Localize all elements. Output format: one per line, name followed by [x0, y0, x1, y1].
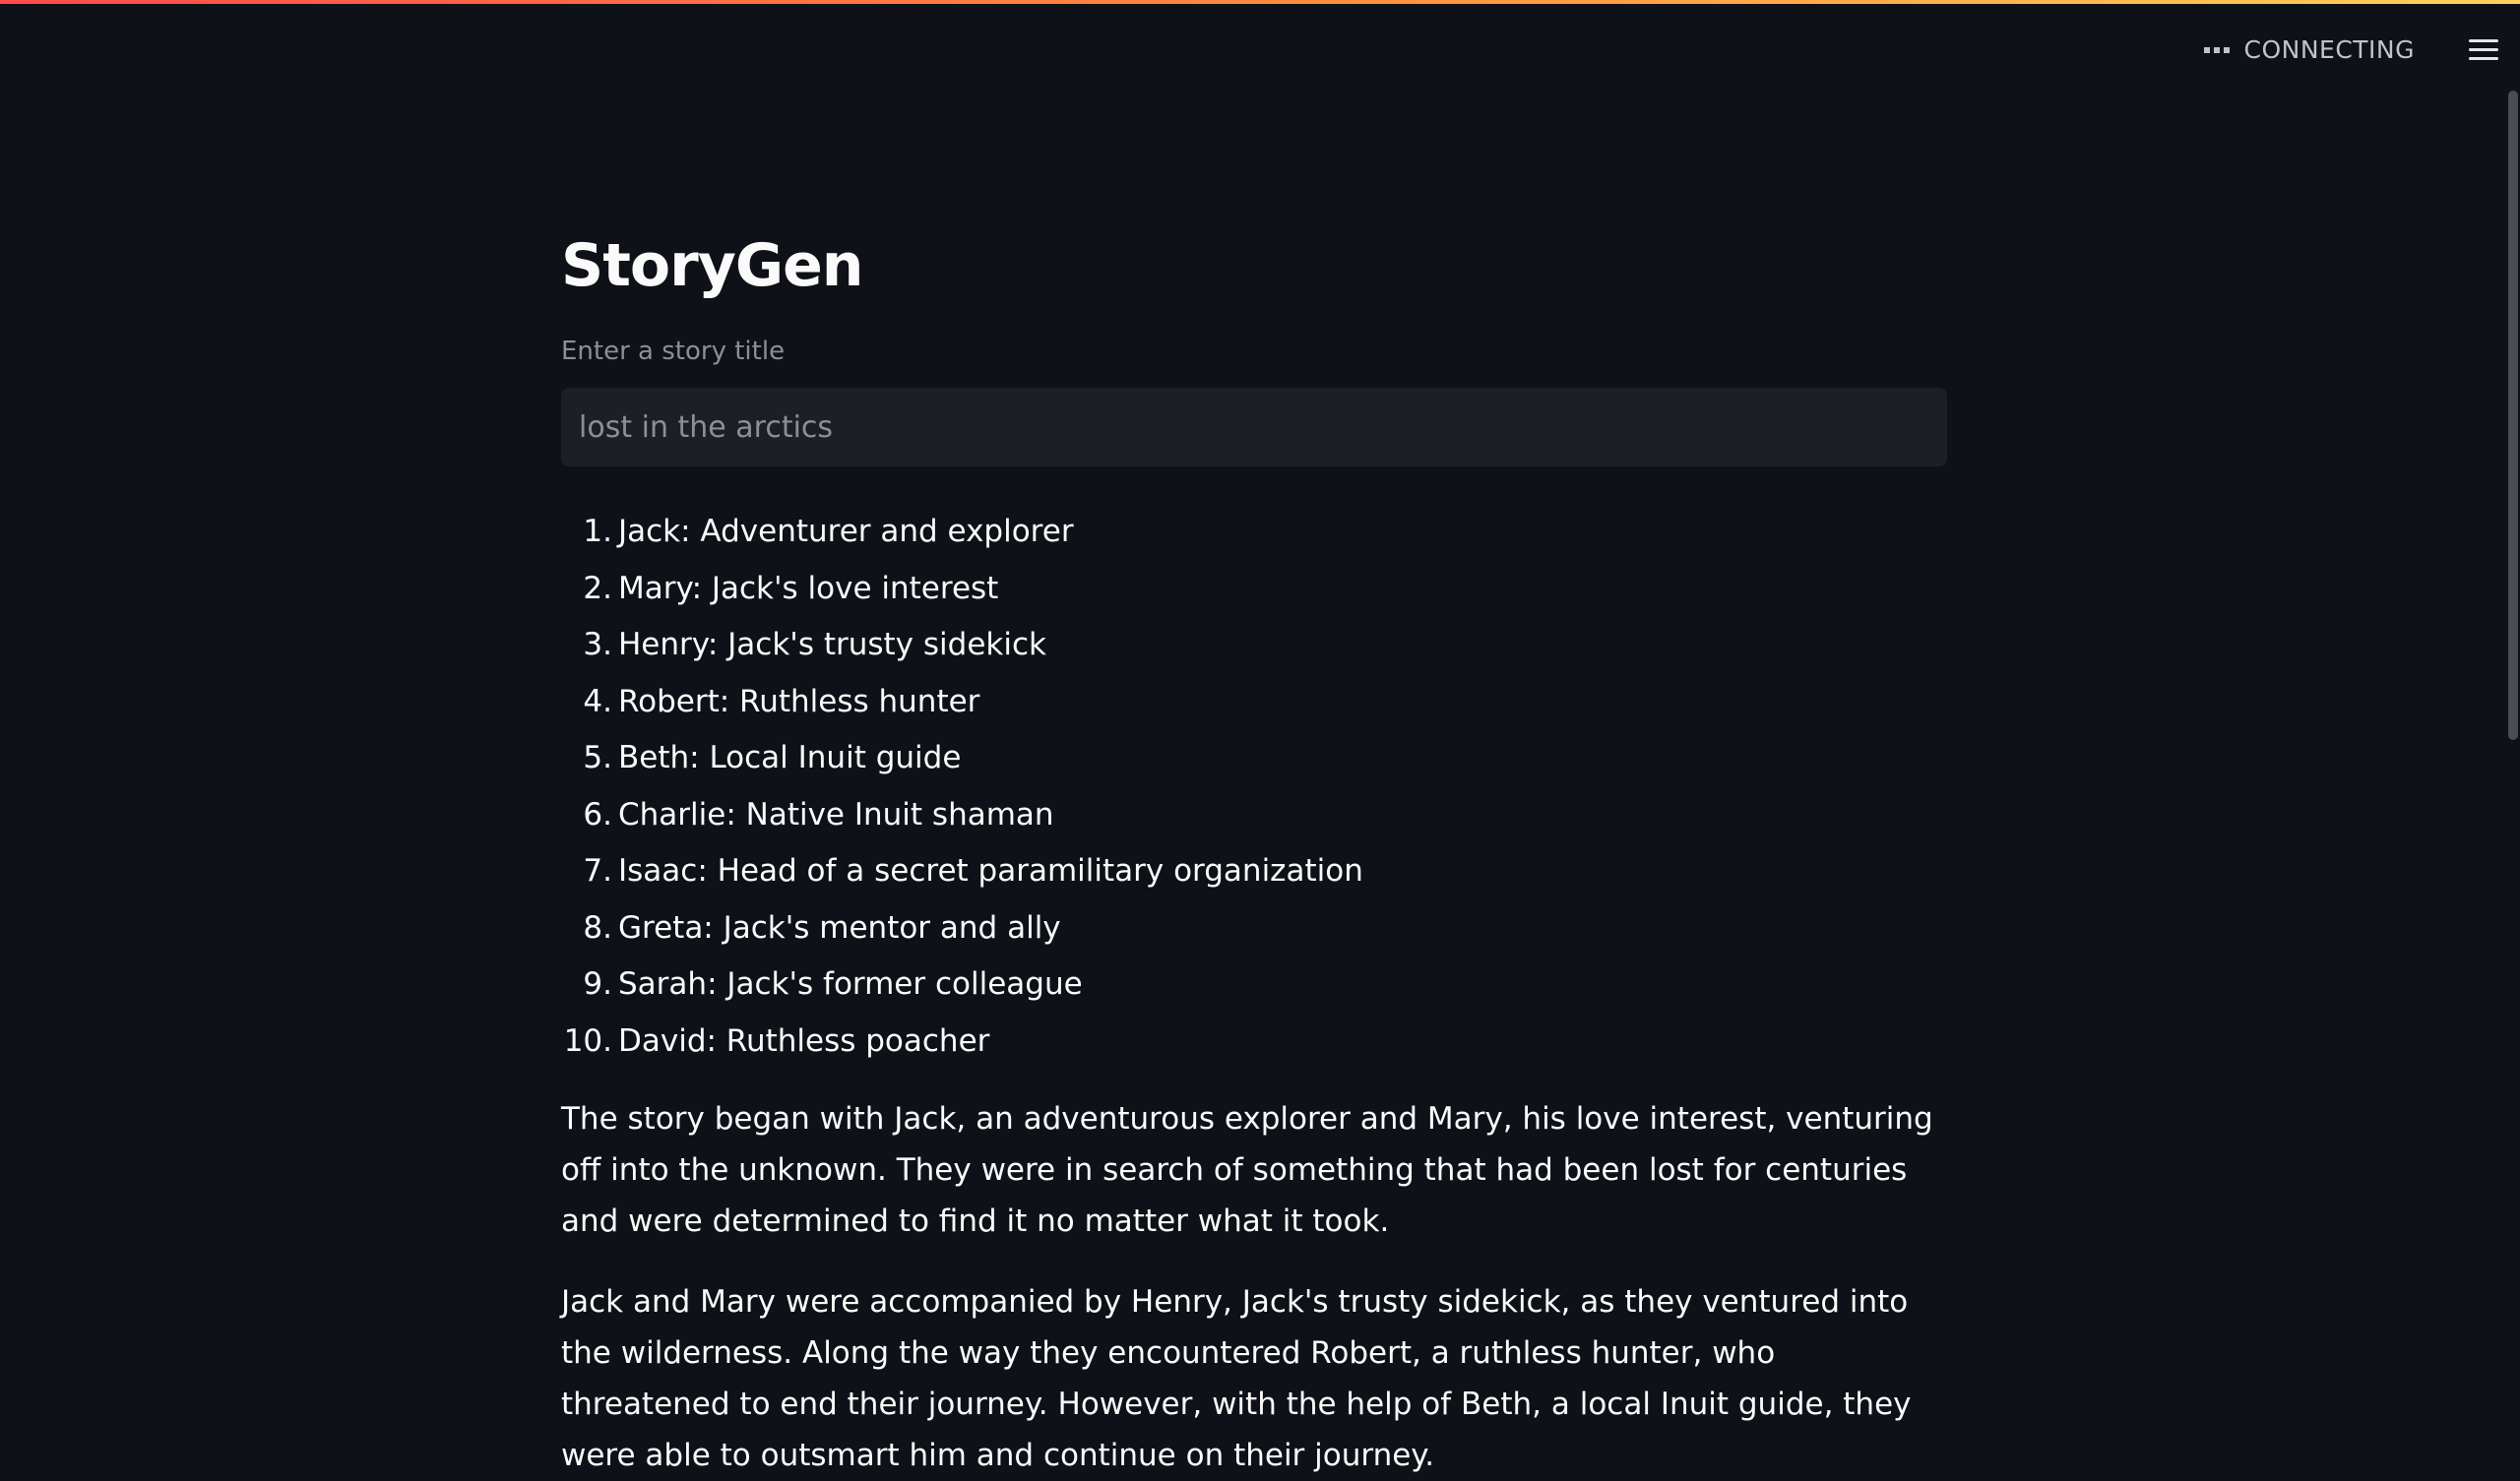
main-menu-button[interactable]: [2469, 33, 2500, 65]
story-title-label: Enter a story title: [561, 337, 786, 366]
list-item: 1. Jack: Adventurer and explorer: [583, 514, 1074, 549]
connection-status: [2204, 35, 2415, 64]
page-title: StoryGen: [561, 231, 863, 300]
list-item: 8. Greta: Jack's mentor and ally: [583, 909, 1061, 946]
list-item: 2. Mary: Jack's love interest: [583, 570, 999, 606]
list-item: 3. Henry: Jack's trusty sidekick: [583, 627, 1046, 662]
scrollbar-thumb[interactable]: [2508, 91, 2518, 740]
list-item: 5. Beth: Local Inuit guide: [583, 740, 962, 775]
app-header: [0, 4, 2520, 94]
list-item: 6. Charlie: Native Inuit shaman: [583, 796, 1054, 833]
list-item: 4. Robert: Ruthless hunter: [583, 683, 980, 719]
hamburger-icon: [2469, 39, 2498, 42]
list-item: 9. Sarah: Jack's former colleague: [583, 966, 1083, 1002]
story-title-input[interactable]: [561, 388, 1947, 466]
story-paragraph: Jack and Mary were accompanied by Henry, Jack's trusty sidekick, as they ventured into the wilderness. Along the way they encountered Robert, a ruthless hunter, who threatened to end their journey. However, with the help of Beth, a local Inuit guide, they were able to outsmart him and continue on their journey.: [561, 1284, 1912, 1473]
status-text: CONNECTING: [2243, 35, 2415, 64]
connecting-icon: [2204, 47, 2230, 53]
character-list: [561, 504, 1949, 1070]
list-item: 10. David: Ruthless poacher: [563, 1022, 990, 1059]
main-content: [561, 226, 1949, 1481]
story-paragraph: The story began with Jack, an adventurous explorer and Mary, his love interest, venturing off into the unknown. They were in search of something that had been lost for centuries and were determined to find it no matter what it took.: [561, 1101, 1933, 1239]
list-item: 7. Isaac: Head of a secret paramilitary organization: [583, 853, 1363, 889]
